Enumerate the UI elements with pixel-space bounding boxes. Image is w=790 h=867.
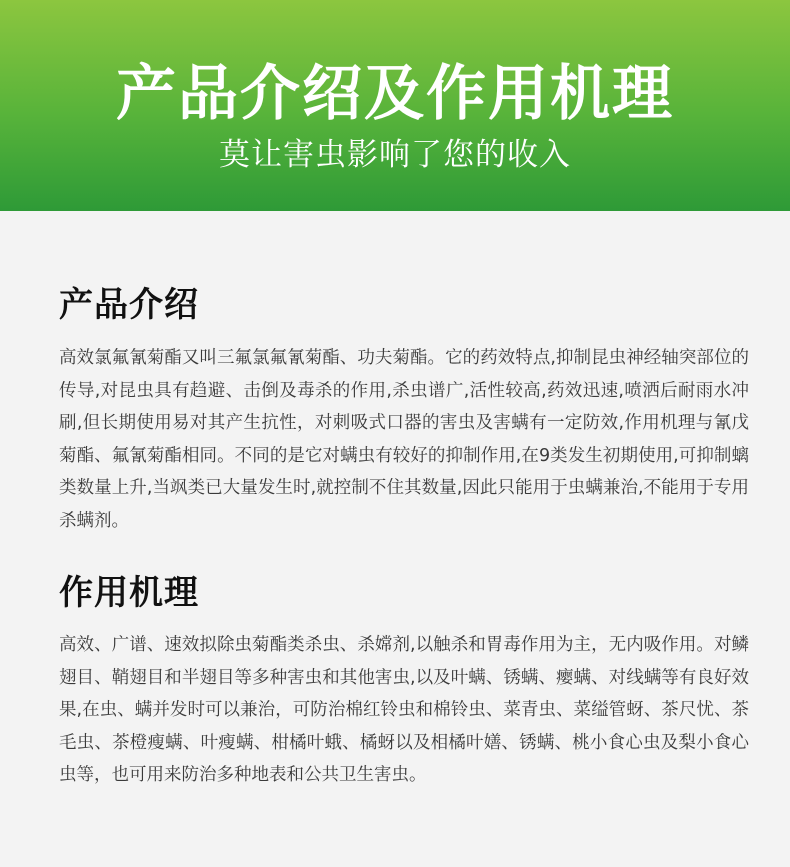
mechanism-section: [59, 571, 749, 792]
product-intro-text: 高效氯氟氰菊酯又叫三氟氯氟氰菊酯、功夫菊酯。它的药效特点,抑制昆虫神经轴突部位的传导,对昆虫具有趋避、击倒及毒杀的作用,杀虫谱广,活性较高,药效迅速,喷洒后耐雨水冲刷,但长期使用易对其产生抗性，对刺吸式口器的害虫及害螨有一定防效,作用机理与氰戊菊酯、氟氰菊酯相同。不同的是它对螨虫有较好的抑制作用,在9类发生初期使用,可抑制螭类数量上升,当飒类已大量发生时,就控制不住其数量,因此只能用于虫螨兼治,不能用于专用杀螨剂。: [59, 348, 749, 531]
header-banner: [0, 0, 790, 211]
mechanism-heading: 作用机理: [59, 573, 199, 613]
product-intro-heading: 产品介绍: [59, 285, 199, 325]
mechanism-text: 高效、广谱、速效拟除虫菊酯类杀虫、杀嫦剂,以触杀和胃毒作用为主，无内吸作用。对鳞翅目、鞘翅目和半翅目等多种害虫和其他害虫,以及叶螨、锈螨、瘿螨、对线螨等有良好效果,在虫、螨并发时可以兼治，可防治棉红铃虫和棉铃虫、菜青虫、菜缢管蚜、茶尺忧、茶毛虫、茶橙瘦螨、叶瘦螨、柑橘叶蛾、橘蚜以及相橘叶嫸、锈螨、桃小食心虫及梨小食心虫等，也可用来防治多种地表和公共卫生害虫。: [59, 635, 749, 785]
product-intro-section: [59, 283, 749, 537]
banner-subtitle: 莫让害虫影响了您的收入: [219, 137, 571, 173]
banner-title: 产品介绍及作用机理: [116, 59, 674, 129]
